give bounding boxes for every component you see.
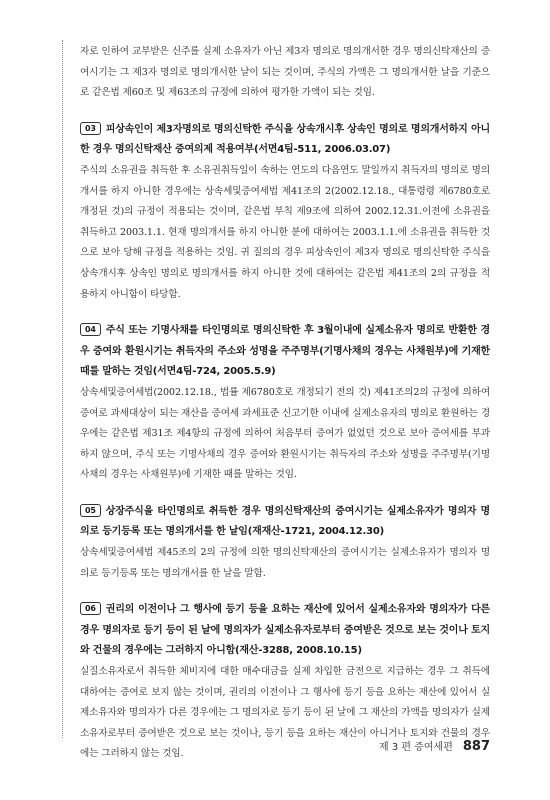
section-heading xyxy=(80,600,490,662)
intro-paragraph: 자로 인하여 교부받은 신주를 실제 소유자가 아닌 제3자 명의로 명의개서한 경우 명의신탁재산의 증여시기는 그 제3자 명의로 명의개서한 날이 되는 것이며, 주식의 가액은 그 명의개서한 날을 기준으로 같은법 제60조 및 제63조의 규정에 의하여 평가한 가액이 되는 것임. xyxy=(80,46,490,99)
section-heading-text: 피상속인이 제3자명의로 명의신탁한 주식을 상속개시후 상속인 명의로 명의개서하지 아니한 경우 명의신탁재산 증여의제 적용여부(서면4팀-511, 2006.03.07) xyxy=(80,123,490,156)
section-body: 상속세및증여세법 제45조의 2의 규정에 의한 명의신탁재산의 증여시기는 실제소유자가 명의자 명의로 등기등록 또는 명의개서를 한 날을 말함. xyxy=(80,547,490,579)
section-number-badge: 06 xyxy=(80,602,101,615)
section-number-badge: 05 xyxy=(80,504,101,517)
section-body: 상속세및증여세법(2002.12.18., 법률 제6780호로 개정되기 전의 것) 제41조의2의 규정에 의하여 증여로 과세대상이 되는 재산을 증여세 과세표준 신고기한 이내에 실제소유자의 명의로 환원하는 경우에는 같은법 제31조 제4항의 규정에 의하여 처음부터 증여가 없었던 것으로 보아 증여세를 부과하지 않으며, 주식 또는 기명사채의 경우 증여와 환원시기는 취득자의 주소와 성명을 주주명부(기명사채의 경우는 사채원부)에 기재한 때를 말하는 것임. xyxy=(80,386,490,481)
section-heading-text: 상장주식을 타인명의로 취득한 경우 명의신탁재산의 증여시기는 실제소유자가 명의자 명의로 등기등록 또는 명의개서를 한 날임(재재산-1721, 2004.12.30) xyxy=(80,505,490,538)
section-heading xyxy=(80,120,490,161)
section-heading xyxy=(80,321,490,383)
section-05 xyxy=(80,502,490,584)
section-number-badge: 04 xyxy=(80,323,101,336)
section-heading-text: 권리의 이전이나 그 행사에 등기 등을 요하는 재산에 있어서 실제소유자와 명의자가 다른 경우 명의자로 등기 등이 된 날에 명의자가 실제소유자로부터 증여받은 것으로 보는 것이나 토지와 건물의 경우에는 그러하지 아니함(재산-3288, 2008.10.15) xyxy=(80,604,490,657)
section-number-badge: 03 xyxy=(80,122,101,135)
section-heading-text: 주식 또는 기명사채를 타인명의로 명의신탁한 후 3월이내에 실제소유자 명의로 반환한 경우 증여와 환원시기는 취득자의 주소와 성명을 주주명부(기명사채의 경우는 사채원부)에 기재한 때를 말하는 것임(서면4팀-724, 2005.5.9) xyxy=(80,325,490,378)
section-body: 실질소유자로서 취득한 체비지에 대한 매수대금을 실제 차입한 금전으로 지급하는 경우 그 취득에 대하여는 증여로 보지 않는 것이며, 권리의 이전이나 그 행사에 등기 등을 요하는 재산에 있어서 실제소유자와 명의자가 다른 경우에는 그 명의자로 등기 등이 된 날에 그 재산의 가액을 명의자가 실제소유자로부터 증여받은 것으로 보는 것이나, 등기 등을 요하는 재산이 아니거나 토지와 건물의 경우에는 그러하지 않는 것임. xyxy=(80,666,490,760)
left-margin-rule xyxy=(62,40,63,738)
section-body: 주식의 소유권을 취득한 후 소유권취득일이 속하는 연도의 다음연도 말일까지 취득자의 명의로 명의개서를 하지 아니한 경우에는 상속세및증여세법 제41조의 2(2002.12.18., 대통령령 제6780호로 개정된 것)의 규정이 적용되는 것이며, 같은법 부칙 제9조에 의하여 2002.12.31.이전에 소유권을 취득하고 2003.1.1. 현재 명의개서를 하지 아니한 분에 대하여는 2003.1.1.에 소유권을 취득한 것으로 보아 당해 규정을 적용하는 것임. 귀 질의의 경우 피상속인이 제3자 명의로 명의신탁한 주식을 상속개시후 상속인 명의로 명의개서를 하지 아니한 것에 대하여는 같은법 제41조의 2의 규정을 적용하지 아니함이 타당함. xyxy=(80,164,490,300)
page-number: 887 xyxy=(462,739,490,754)
footer-chapter-label: 제 3 편 증여세편 xyxy=(379,742,453,753)
page-content xyxy=(80,42,490,765)
section-03 xyxy=(80,120,490,305)
section-04 xyxy=(80,321,490,486)
section-heading xyxy=(80,502,490,543)
page-footer xyxy=(379,738,490,754)
